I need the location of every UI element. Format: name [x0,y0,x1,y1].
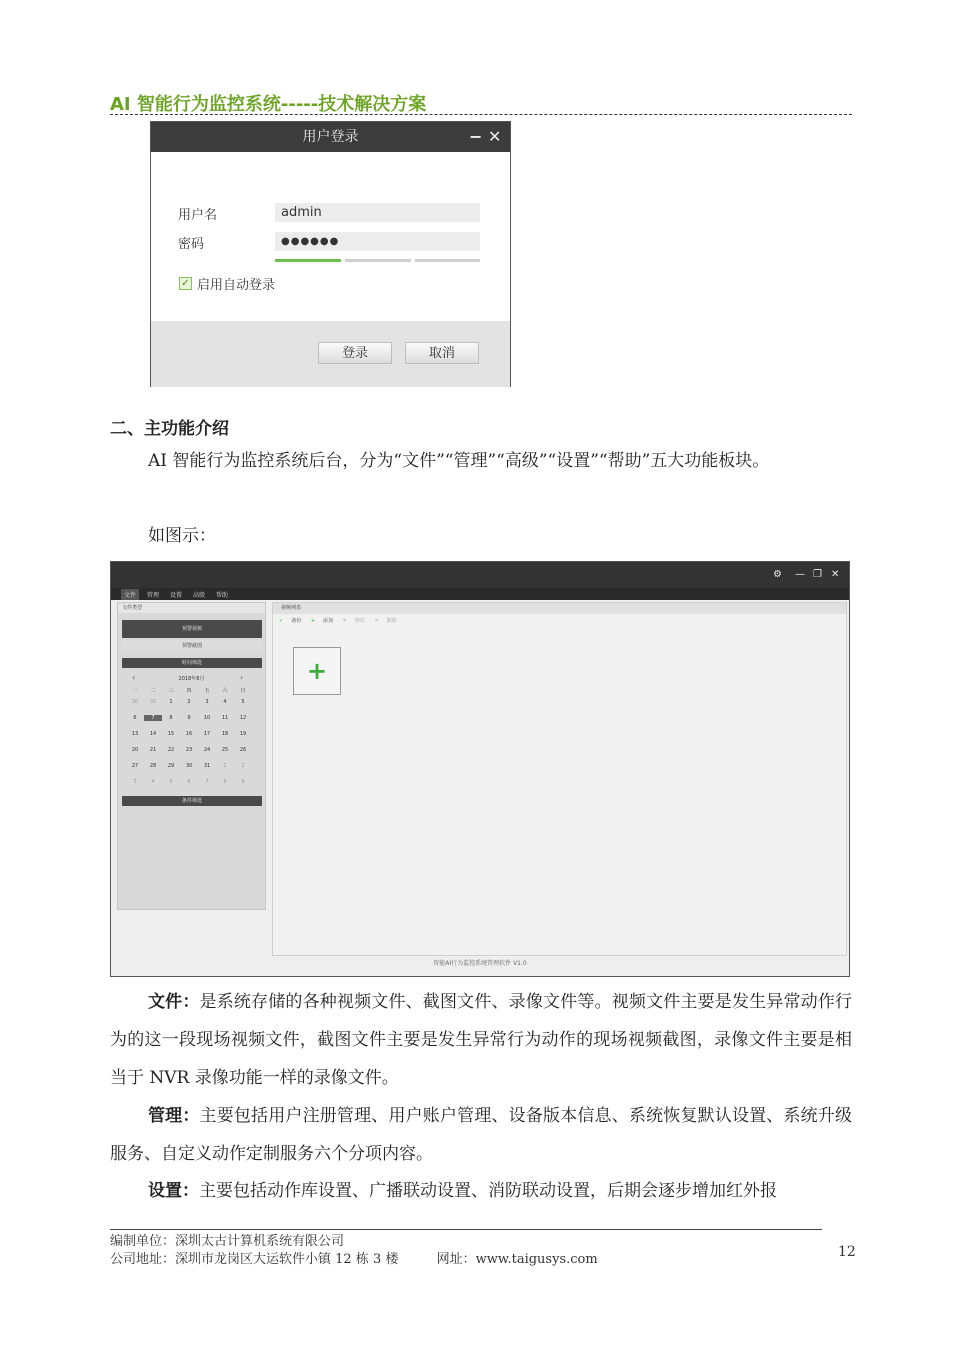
calendar-day[interactable]: 21 [149,747,157,753]
time-filter-item[interactable]: 时间筛选 [122,658,262,668]
document-header-title: AI 智能行为监控系统-----技术解决方案 [110,94,427,115]
paragraph-settings [110,1172,852,1210]
paragraph-settings-text: 主要包括动作库设置、广播联动设置、消防联动设置，后期会逐步增加红外报 [199,1181,777,1201]
calendar-day[interactable]: 9 [187,715,191,721]
login-button[interactable]: 登录 [318,342,392,364]
figure-caption: 如图示： [148,526,216,546]
minimize-icon[interactable]: − [469,127,483,146]
video-list-title: 视频列表 [273,603,846,614]
menu-manage[interactable]: 管理 [147,592,160,599]
login-dialog [150,121,511,387]
alert-video-item[interactable]: 预警视频 [122,620,262,638]
app-window-screenshot [110,561,850,977]
calendar-day[interactable]: 18 [221,731,229,737]
calendar-day[interactable]: 30 [185,763,193,769]
add-video-tile[interactable]: + [293,647,341,695]
paragraph-file [110,983,852,1097]
close-icon[interactable]: ✕ [488,127,502,146]
menu-file[interactable]: 文件 [121,589,139,600]
gear-icon[interactable]: ⚙ [773,569,782,580]
password-strength-bar-3 [415,259,480,262]
paragraph-manage-text: 主要包括用户注册管理、用户账户管理、设备版本信息、系统恢复默认设置、系统升级服务、自定义动作定制服务六个分项内容。 [110,1106,853,1164]
add-button[interactable]: 添加 [323,618,334,624]
calendar-weekday: 一 [132,688,138,694]
calendar-day[interactable]: 31 [149,699,157,705]
calendar-day[interactable]: 28 [149,763,157,769]
calendar-day[interactable]: 5 [169,779,173,785]
restore-icon[interactable]: ❐ [813,569,822,580]
paragraph-file-term: 文件： [148,992,200,1012]
calendar-day[interactable]: 3 [205,699,209,705]
password-label: 密码 [178,237,205,252]
calendar-day[interactable]: 13 [131,731,139,737]
calendar-day[interactable]: 7 [205,779,209,785]
calendar-weekday: 三 [168,688,174,694]
calendar-weekday: 四 [186,688,192,694]
backup-button[interactable]: 备份 [291,618,302,624]
minimize-icon[interactable]: — [795,569,805,580]
calendar-day[interactable]: 2 [241,763,245,769]
header-divider [110,114,852,115]
calendar-weekday: 日 [240,688,246,694]
calendar-day[interactable]: 23 [185,747,193,753]
password-strength-bar-1 [275,259,341,262]
delete-button[interactable]: 删除 [386,618,397,624]
calendar-day[interactable]: 1 [223,763,227,769]
menu-advanced[interactable]: 高级 [193,592,206,599]
file-type-panel-title: 文件类型 [118,603,265,613]
calendar-day[interactable]: 11 [221,715,229,721]
condition-filter-button[interactable]: 条件筛选 [122,796,262,806]
calendar-weekday: 五 [204,688,210,694]
calendar-day[interactable]: 31 [203,763,211,769]
calendar-day[interactable]: 6 [187,779,191,785]
calendar-day[interactable]: 4 [223,699,227,705]
chevron-right-icon[interactable]: › [240,673,244,682]
calendar-day[interactable]: 14 [149,731,157,737]
calendar-day[interactable]: 4 [151,779,155,785]
calendar-day[interactable]: 22 [167,747,175,753]
calendar-day[interactable]: 1 [169,699,173,705]
app-menubar [111,588,849,600]
password-input[interactable]: ●●●●●● [275,232,480,251]
calendar-day[interactable]: 17 [203,731,211,737]
calendar-day[interactable]: 29 [167,763,175,769]
calendar-day[interactable]: 6 [133,715,137,721]
paragraph-file-text: 是系统存储的各种视频文件、截图文件、录像文件等。视频文件主要是发生异常动作行为的这一段现场视频文件，截图文件主要是发生异常行为动作的现场视频截图，录像文件主要是相当于 NVR 录像功能一样的录像文件。 [110,992,853,1088]
calendar-day[interactable]: 19 [239,731,247,737]
calendar-day[interactable]: 2 [187,699,191,705]
calendar-day[interactable]: 8 [223,779,227,785]
footer-address-line [110,1248,598,1267]
calendar-month-title: 2018年8月 [178,676,205,682]
calendar-day[interactable]: 24 [203,747,211,753]
calendar-grid [126,687,256,797]
file-type-panel [117,602,266,910]
cancel-button[interactable]: 取消 [405,342,479,364]
paragraph-manage-term: 管理： [148,1106,200,1126]
menu-settings[interactable]: 设置 [170,592,183,599]
calendar-day[interactable]: 10 [203,715,211,721]
login-dialog-title: 用户登录 [151,122,510,152]
calendar-day[interactable]: 30 [131,699,139,705]
footer-company: 编制单位：深圳太古计算机系统有限公司 [110,1234,345,1249]
auto-login-label: 启用自动登录 [197,278,276,293]
app-status-bar: 智能AI行为监控系统管理软件 V1.0 [433,960,527,967]
section-title: 二、主功能介绍 [110,419,229,439]
menu-help[interactable]: 帮助 [216,592,229,599]
calendar-day[interactable]: 7 [144,715,162,721]
page-number: 12 [838,1244,856,1260]
calendar-day[interactable]: 16 [185,731,193,737]
edit-button[interactable]: 修改 [354,618,365,624]
calendar-weekday: 六 [222,688,228,694]
chevron-left-icon[interactable]: ‹ [132,673,136,682]
footer-website: 网址：www.taigusys.com [436,1252,598,1267]
calendar-day[interactable]: 20 [131,747,139,753]
calendar-day[interactable]: 12 [239,715,247,721]
footer-address: 公司地址：深圳市龙岗区大运软件小镇 12 栋 3 楼 [110,1252,399,1267]
calendar-day[interactable]: 5 [241,699,245,705]
alert-screenshot-item[interactable]: 预警截图 [122,640,262,652]
calendar-day[interactable]: 8 [169,715,173,721]
calendar-day[interactable]: 3 [133,779,137,785]
video-toolbar: ✓ 备份 + 添加 ✎ 修改 ✕ 删除 [279,618,397,624]
username-input[interactable]: admin [275,203,480,222]
calendar-day[interactable]: 9 [241,779,245,785]
section-intro: AI 智能行为监控系统后台，分为“文件”“管理”“高级”“设置”“帮助”五大功能板块。 [148,451,770,471]
login-dialog-footer [151,321,510,387]
calendar-day[interactable]: 25 [221,747,229,753]
username-label: 用户名 [178,208,218,223]
calendar-weekday: 二 [150,688,156,694]
auto-login-checkbox[interactable]: ✓ [179,277,192,290]
close-icon[interactable]: ✕ [831,569,840,580]
calendar-day[interactable]: 26 [239,747,247,753]
paragraph-settings-term: 设置： [148,1181,199,1201]
calendar-day[interactable]: 15 [167,731,175,737]
calendar-day[interactable]: 27 [131,763,139,769]
video-list-panel [272,602,847,956]
password-strength-bar-2 [345,259,411,262]
paragraph-manage [110,1097,852,1173]
